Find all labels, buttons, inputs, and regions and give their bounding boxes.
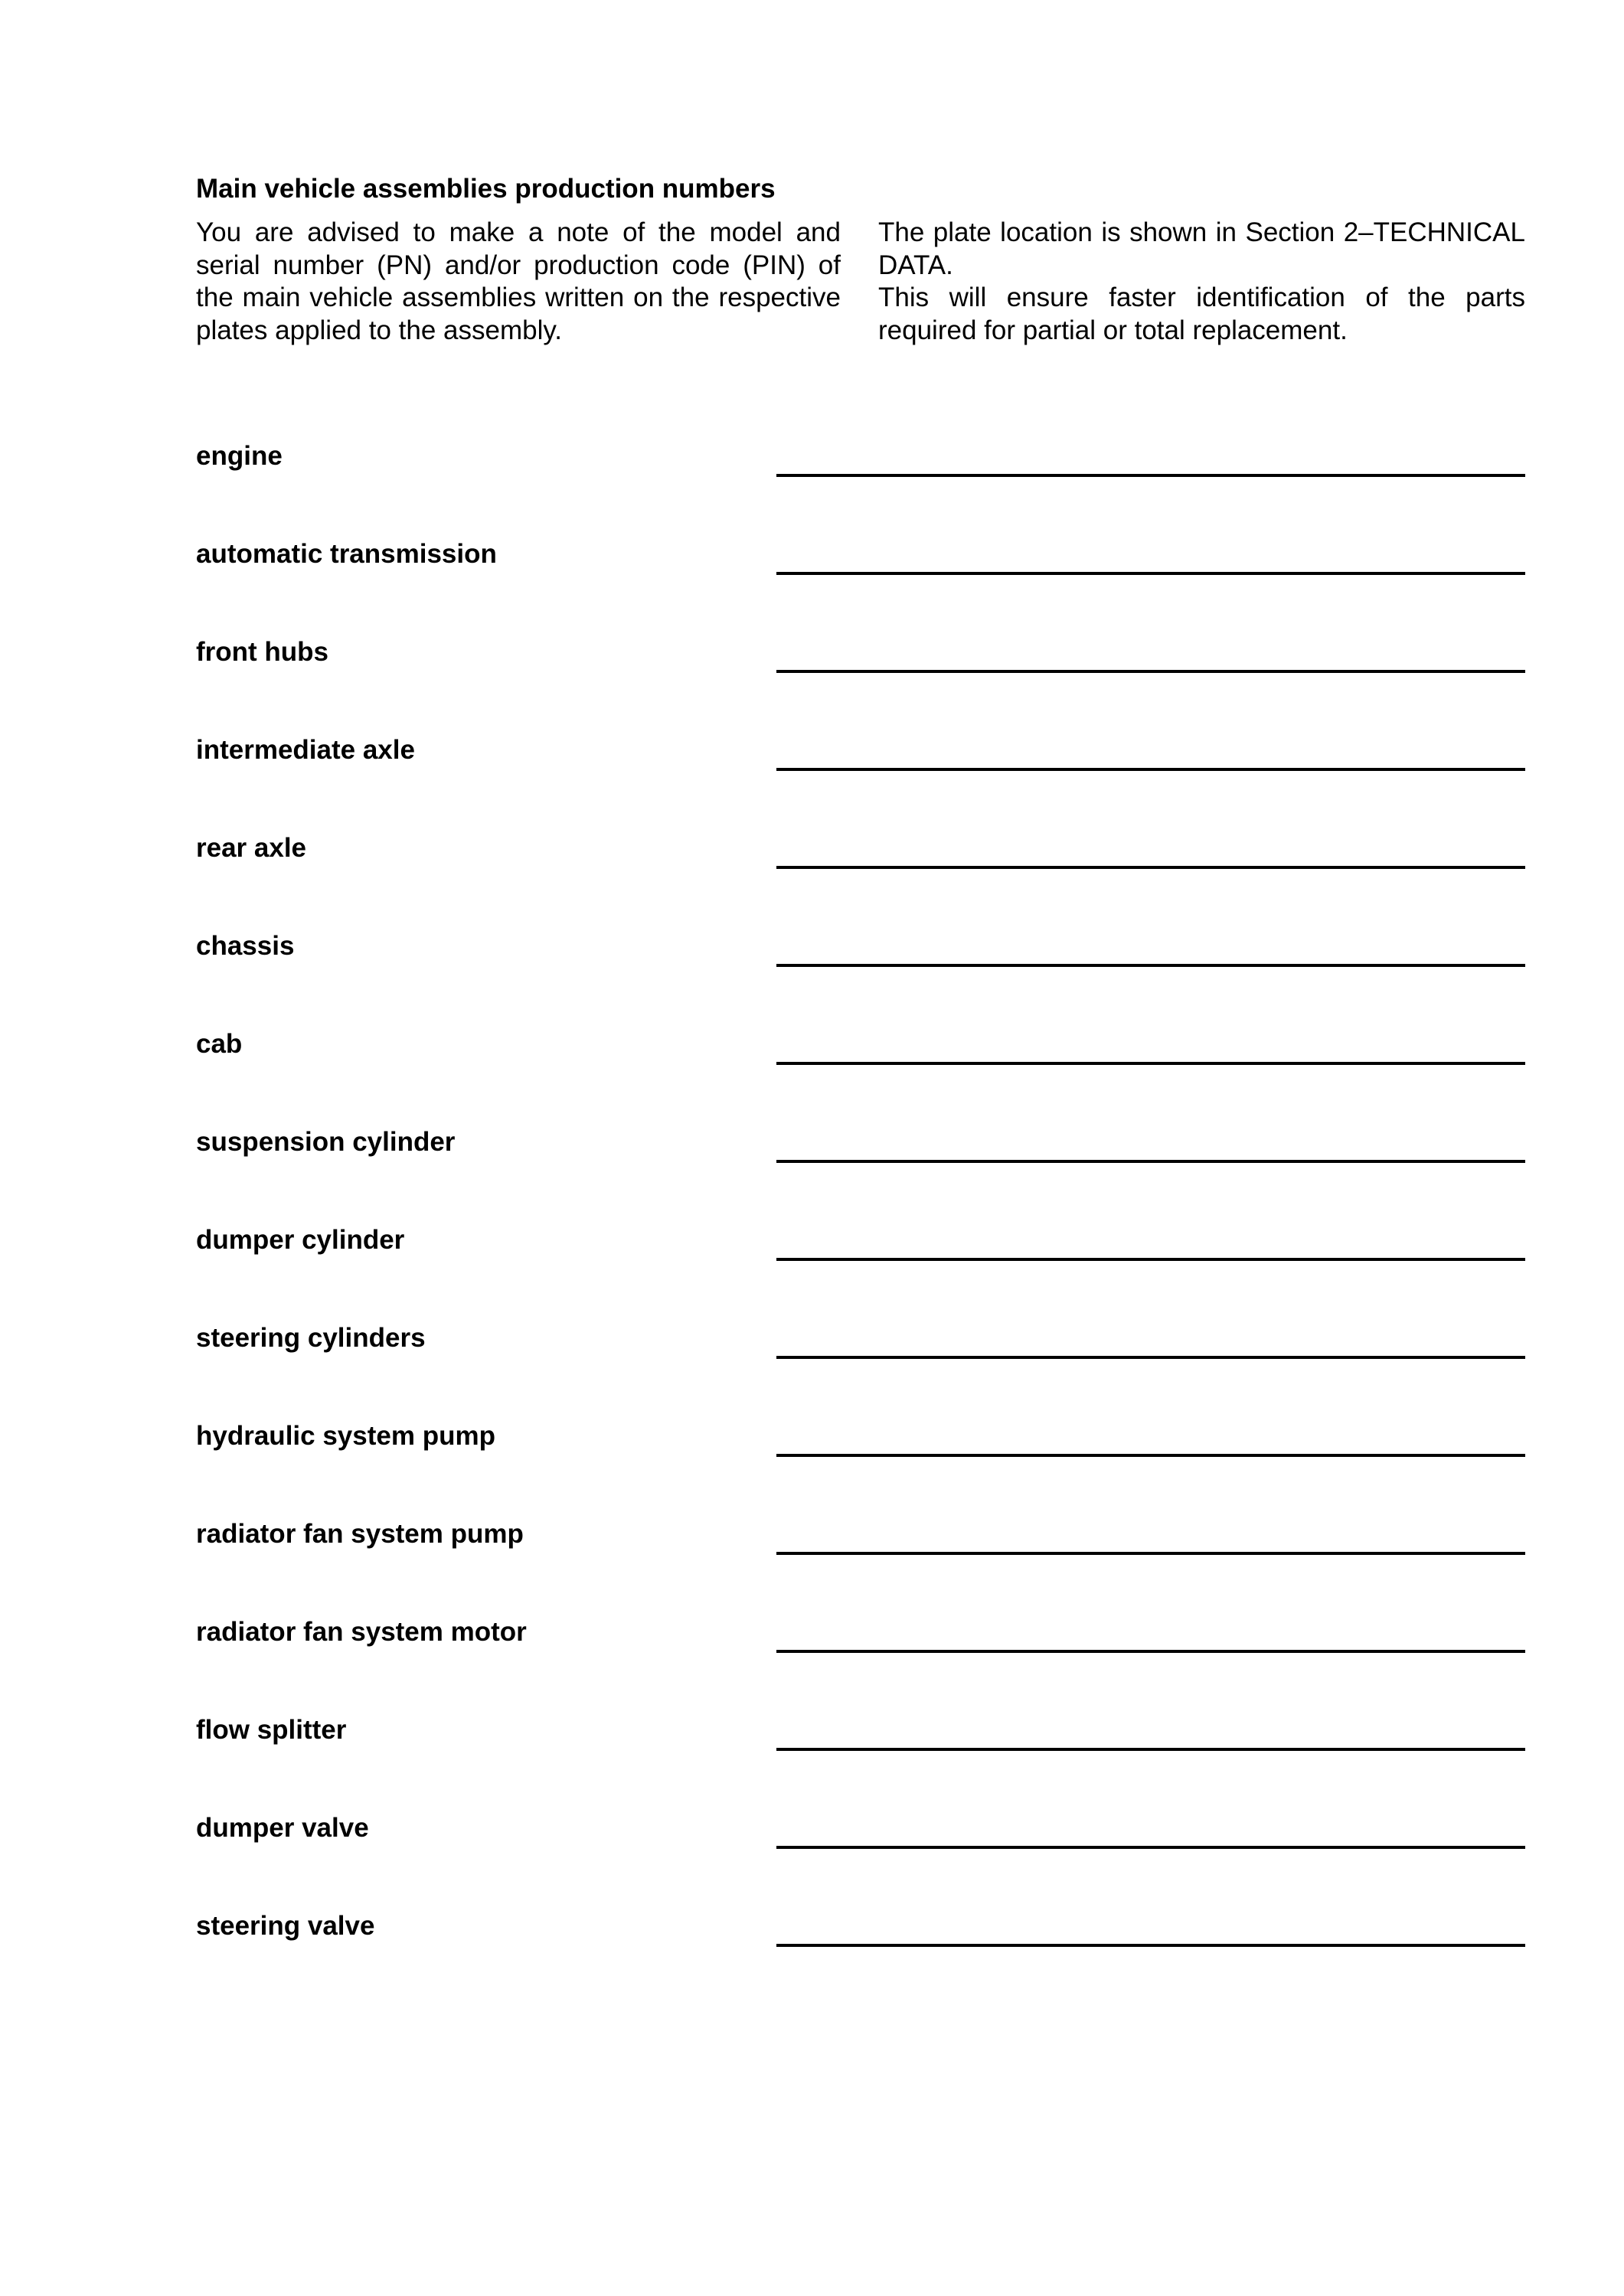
field-label: engine: [196, 441, 283, 471]
field-label: flow splitter: [196, 1715, 347, 1745]
field-label: front hubs: [196, 637, 329, 667]
field-label: dumper valve: [196, 1813, 369, 1843]
entry-line[interactable]: [776, 1748, 1525, 1751]
intro-right-text-1: The plate location is shown in Section 2–TECHNICAL DATA.: [878, 217, 1525, 280]
entry-line[interactable]: [776, 1356, 1525, 1359]
field-row-cab: [196, 1028, 1525, 1126]
field-row-chassis: [196, 930, 1525, 1028]
entry-line[interactable]: [776, 1258, 1525, 1261]
entry-line[interactable]: [776, 1552, 1525, 1555]
field-label: rear axle: [196, 833, 307, 863]
entry-line[interactable]: [776, 1650, 1525, 1653]
entry-line[interactable]: [776, 572, 1525, 575]
field-label: automatic transmission: [196, 539, 497, 569]
entry-line[interactable]: [776, 866, 1525, 869]
page-title: Main vehicle assemblies production numbers: [196, 174, 776, 204]
intro-left-column: [196, 217, 841, 347]
field-row-hydraulic-system-pump: [196, 1420, 1525, 1518]
intro-right-text-2: This will ensure faster identification of the parts required for partial or total replacement.: [878, 283, 1525, 345]
field-row-steering-valve: [196, 1910, 1525, 2008]
field-row-automatic-transmission: [196, 538, 1525, 636]
field-label: radiator fan system pump: [196, 1519, 524, 1549]
field-label: chassis: [196, 931, 295, 961]
entry-line[interactable]: [776, 768, 1525, 771]
entry-line[interactable]: [776, 1846, 1525, 1849]
field-row-suspension-cylinder: [196, 1126, 1525, 1224]
entry-line[interactable]: [776, 670, 1525, 673]
entry-line[interactable]: [776, 474, 1525, 477]
field-row-rear-axle: [196, 832, 1525, 930]
entry-line[interactable]: [776, 1062, 1525, 1065]
entry-line[interactable]: [776, 964, 1525, 967]
field-row-front-hubs: [196, 636, 1525, 734]
field-label: steering valve: [196, 1911, 375, 1941]
field-label: dumper cylinder: [196, 1225, 405, 1255]
field-row-flow-splitter: [196, 1714, 1525, 1812]
assembly-fields-list: [196, 440, 1525, 2008]
field-row-intermediate-axle: [196, 734, 1525, 832]
intro-right-column: [878, 217, 1525, 347]
intro-left-text: You are advised to make a note of the model and serial number (PN) and/or production code (PIN) of the main vehicle assemblies written on the respective plates applied to the assembly.: [196, 217, 841, 345]
entry-line[interactable]: [776, 1454, 1525, 1457]
field-row-steering-cylinders: [196, 1322, 1525, 1420]
field-row-dumper-valve: [196, 1812, 1525, 1910]
field-label: intermediate axle: [196, 735, 415, 765]
field-row-dumper-cylinder: [196, 1224, 1525, 1322]
field-label: steering cylinders: [196, 1323, 426, 1353]
field-label: hydraulic system pump: [196, 1421, 495, 1451]
field-row-radiator-fan-system-pump: [196, 1518, 1525, 1616]
entry-line[interactable]: [776, 1944, 1525, 1947]
field-label: cab: [196, 1029, 243, 1059]
field-label: suspension cylinder: [196, 1127, 456, 1157]
entry-line[interactable]: [776, 1160, 1525, 1163]
field-row-radiator-fan-system-motor: [196, 1616, 1525, 1714]
field-label: radiator fan system motor: [196, 1617, 527, 1647]
field-row-engine: [196, 440, 1525, 538]
